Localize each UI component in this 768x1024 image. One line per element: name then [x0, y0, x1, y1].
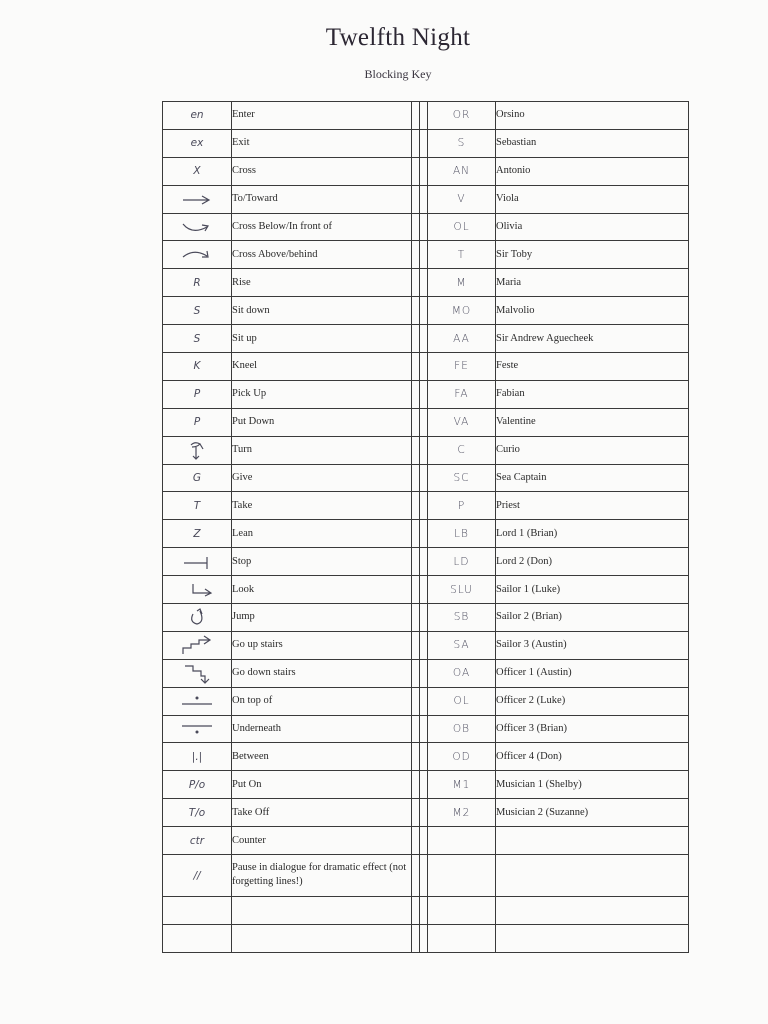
stop-icon: [163, 554, 231, 570]
symbol-meaning: On top of: [232, 687, 412, 715]
symbol-meaning: Lean: [232, 520, 412, 548]
divider-cell: [420, 855, 428, 897]
character-name: [496, 925, 689, 953]
symbol-meaning: Enter: [232, 102, 412, 130]
blocking-symbol: [163, 408, 232, 436]
symbol-meaning: Look: [232, 576, 412, 604]
page-title: Twelfth Night: [325, 24, 471, 51]
symbol-meaning: Stop: [232, 548, 412, 576]
blocking-symbol: [163, 715, 232, 743]
look-arrow-icon: [163, 582, 231, 598]
symbol-glyph: P: [193, 388, 201, 401]
symbol-meaning: Give: [232, 464, 412, 492]
divider-cell: [420, 492, 428, 520]
divider-cell: [420, 408, 428, 436]
key-row: [163, 576, 689, 604]
symbol-glyph: K: [193, 360, 201, 373]
blank-row: [163, 897, 689, 925]
symbol-meaning: Pick Up: [232, 380, 412, 408]
character-code: SB: [428, 604, 496, 632]
symbol-meaning: Between: [232, 743, 412, 771]
key-row: [163, 631, 689, 659]
key-row: [163, 157, 689, 185]
symbol-glyph: R: [193, 276, 201, 289]
character-name: Sir Andrew Aguecheek: [496, 325, 689, 353]
character-code: [428, 897, 496, 925]
character-code: LB: [428, 520, 496, 548]
character-code: C: [428, 436, 496, 464]
blocking-symbol: [163, 576, 232, 604]
symbol-glyph: S: [193, 332, 201, 345]
symbol-glyph: //: [193, 869, 201, 882]
character-name: Lord 2 (Don): [496, 548, 689, 576]
symbol-meaning: Underneath: [232, 715, 412, 743]
divider-cell: [412, 827, 420, 855]
divider-cell: [412, 492, 420, 520]
key-row: [163, 464, 689, 492]
character-name: [496, 855, 689, 897]
key-row: [163, 548, 689, 576]
character-code: [428, 925, 496, 953]
symbol-glyph: P: [193, 416, 201, 429]
symbol-glyph: en: [190, 109, 204, 122]
character-name: Lord 1 (Brian): [496, 520, 689, 548]
divider-cell: [420, 687, 428, 715]
character-name: Officer 3 (Brian): [496, 715, 689, 743]
divider-cell: [420, 464, 428, 492]
divider-cell: [412, 213, 420, 241]
blocking-symbol: [163, 548, 232, 576]
divider-cell: [420, 380, 428, 408]
character-name: Malvolio: [496, 297, 689, 325]
character-name: [496, 897, 689, 925]
key-row: [163, 827, 689, 855]
divider-cell: [420, 799, 428, 827]
divider-cell: [420, 353, 428, 381]
key-row: [163, 687, 689, 715]
character-name: Officer 4 (Don): [496, 743, 689, 771]
character-code: LD: [428, 548, 496, 576]
empty-cell: [163, 897, 232, 925]
divider-cell: [412, 380, 420, 408]
character-name: [496, 827, 689, 855]
character-code: OD: [428, 743, 496, 771]
divider-cell: [420, 241, 428, 269]
symbol-meaning: Counter: [232, 827, 412, 855]
blocking-symbol: [163, 520, 232, 548]
blocking-symbol: [163, 185, 232, 213]
divider-cell: [420, 715, 428, 743]
arrow-toward-icon: [163, 192, 231, 206]
key-row: [163, 380, 689, 408]
character-code: P: [428, 492, 496, 520]
divider-cell: [420, 576, 428, 604]
character-name: Sebastian: [496, 129, 689, 157]
divider-cell: [412, 520, 420, 548]
symbol-glyph: G: [192, 472, 202, 485]
divider-cell: [412, 129, 420, 157]
divider-cell: [420, 548, 428, 576]
symbol-meaning: Go down stairs: [232, 659, 412, 687]
blocking-symbol: [163, 631, 232, 659]
symbol-glyph: T: [193, 499, 201, 512]
character-name: Maria: [496, 269, 689, 297]
character-code: V: [428, 185, 496, 213]
character-name: Sailor 3 (Austin): [496, 631, 689, 659]
divider-cell: [412, 743, 420, 771]
page-subtitle: Blocking Key: [364, 67, 432, 81]
character-name: Officer 2 (Luke): [496, 687, 689, 715]
character-name: Priest: [496, 492, 689, 520]
divider-cell: [412, 715, 420, 743]
empty-cell: [232, 925, 412, 953]
divider-cell: [412, 241, 420, 269]
divider-cell: [420, 157, 428, 185]
blocking-symbol: [163, 325, 232, 353]
key-row: [163, 213, 689, 241]
symbol-meaning: Go up stairs: [232, 631, 412, 659]
character-code: [428, 827, 496, 855]
symbol-meaning: Turn: [232, 436, 412, 464]
divider-cell: [412, 897, 420, 925]
character-code: OB: [428, 715, 496, 743]
on-top-icon: [163, 693, 231, 709]
symbol-meaning: To/Toward: [232, 185, 412, 213]
divider-cell: [412, 102, 420, 130]
key-row: [163, 102, 689, 130]
divider-cell: [420, 129, 428, 157]
symbol-glyph: Z: [193, 527, 201, 540]
empty-cell: [232, 897, 412, 925]
divider-cell: [412, 185, 420, 213]
curve-below-arrow-icon: [163, 219, 231, 235]
character-code: SLU: [428, 576, 496, 604]
character-code: FA: [428, 380, 496, 408]
divider-cell: [412, 631, 420, 659]
divider-cell: [412, 548, 420, 576]
divider-cell: [420, 185, 428, 213]
divider-cell: [420, 827, 428, 855]
symbol-meaning: Sit up: [232, 325, 412, 353]
stairs-up-icon: [163, 634, 231, 656]
character-name: Sailor 2 (Brian): [496, 604, 689, 632]
blocking-symbol: [163, 269, 232, 297]
divider-cell: [420, 436, 428, 464]
character-name: Olivia: [496, 213, 689, 241]
character-code: OR: [428, 102, 496, 130]
blocking-key-table: [162, 101, 689, 953]
character-code: VA: [428, 408, 496, 436]
symbol-glyph: T/o: [188, 806, 206, 819]
character-name: Viola: [496, 185, 689, 213]
divider-cell: [412, 436, 420, 464]
character-code: S: [428, 129, 496, 157]
blocking-symbol: [163, 687, 232, 715]
blocking-symbol: [163, 436, 232, 464]
divider-cell: [420, 520, 428, 548]
blocking-symbol: [163, 659, 232, 687]
blank-row: [163, 925, 689, 953]
divider-cell: [420, 213, 428, 241]
divider-cell: [420, 297, 428, 325]
underneath-icon: [163, 721, 231, 737]
key-row: [163, 325, 689, 353]
character-name: Antonio: [496, 157, 689, 185]
symbol-meaning: Take Off: [232, 799, 412, 827]
character-name: Musician 2 (Suzanne): [496, 799, 689, 827]
divider-cell: [412, 353, 420, 381]
symbol-glyph: ctr: [189, 834, 205, 847]
key-row: [163, 659, 689, 687]
divider-cell: [412, 408, 420, 436]
character-code: OL: [428, 687, 496, 715]
jump-icon: [163, 606, 231, 628]
blocking-symbol: [163, 604, 232, 632]
blocking-symbol: [163, 102, 232, 130]
character-name: Curio: [496, 436, 689, 464]
character-name: Fabian: [496, 380, 689, 408]
divider-cell: [420, 659, 428, 687]
character-code: AN: [428, 157, 496, 185]
key-row: [163, 185, 689, 213]
character-code: OL: [428, 213, 496, 241]
blocking-symbol: [163, 799, 232, 827]
symbol-meaning: Exit: [232, 129, 412, 157]
character-name: Sailor 1 (Luke): [496, 576, 689, 604]
divider-cell: [412, 269, 420, 297]
blocking-symbol: [163, 827, 232, 855]
divider-cell: [412, 855, 420, 897]
key-row: [163, 269, 689, 297]
divider-cell: [412, 576, 420, 604]
symbol-glyph: |.|: [191, 750, 203, 763]
symbol-meaning: Cross Above/behind: [232, 241, 412, 269]
divider-cell: [420, 102, 428, 130]
divider-cell: [412, 799, 420, 827]
blocking-symbol: [163, 464, 232, 492]
divider-cell: [412, 659, 420, 687]
key-row: [163, 129, 689, 157]
divider-cell: [420, 631, 428, 659]
divider-cell: [412, 297, 420, 325]
character-name: Officer 1 (Austin): [496, 659, 689, 687]
blocking-symbol: [163, 129, 232, 157]
symbol-meaning: Put Down: [232, 408, 412, 436]
symbol-glyph: P/o: [188, 778, 206, 791]
key-row: [163, 715, 689, 743]
blocking-symbol: [163, 241, 232, 269]
blocking-symbol: [163, 380, 232, 408]
symbol-glyph: S: [193, 304, 201, 317]
character-code: M1: [428, 771, 496, 799]
divider-cell: [420, 604, 428, 632]
symbol-meaning: Put On: [232, 771, 412, 799]
character-code: M2: [428, 799, 496, 827]
key-row: [163, 408, 689, 436]
blocking-symbol: [163, 297, 232, 325]
character-code: OA: [428, 659, 496, 687]
symbol-meaning: Cross Below/In front of: [232, 213, 412, 241]
divider-cell: [420, 897, 428, 925]
character-name: Feste: [496, 353, 689, 381]
symbol-meaning: Jump: [232, 604, 412, 632]
character-code: SC: [428, 464, 496, 492]
symbol-meaning: Pause in dialogue for dramatic effect (not forgetting lines!): [232, 855, 412, 897]
character-name: Orsino: [496, 102, 689, 130]
symbol-meaning: Take: [232, 492, 412, 520]
blocking-symbol: [163, 157, 232, 185]
stairs-down-icon: [163, 662, 231, 684]
character-name: Valentine: [496, 408, 689, 436]
divider-cell: [420, 925, 428, 953]
blocking-symbol: [163, 492, 232, 520]
character-name: Sir Toby: [496, 241, 689, 269]
key-row: [163, 520, 689, 548]
key-row: [163, 604, 689, 632]
key-row: [163, 771, 689, 799]
symbol-meaning: Cross: [232, 157, 412, 185]
key-row: [163, 436, 689, 464]
blocking-symbol: [163, 353, 232, 381]
symbol-glyph: ex: [190, 137, 204, 150]
character-code: T: [428, 241, 496, 269]
blocking-symbol: [163, 743, 232, 771]
divider-cell: [412, 464, 420, 492]
character-code: M: [428, 269, 496, 297]
key-row: [163, 241, 689, 269]
blocking-symbol: [163, 855, 232, 897]
blocking-symbol: [163, 213, 232, 241]
curve-above-arrow-icon: [163, 247, 231, 263]
key-row: [163, 492, 689, 520]
character-code: FE: [428, 353, 496, 381]
symbol-glyph: X: [193, 165, 201, 178]
divider-cell: [420, 325, 428, 353]
divider-cell: [412, 687, 420, 715]
divider-cell: [420, 771, 428, 799]
turn-icon: [163, 439, 231, 461]
empty-cell: [163, 925, 232, 953]
symbol-meaning: Rise: [232, 269, 412, 297]
divider-cell: [412, 604, 420, 632]
character-name: Musician 1 (Shelby): [496, 771, 689, 799]
key-row: [163, 297, 689, 325]
character-code: AA: [428, 325, 496, 353]
divider-cell: [420, 743, 428, 771]
divider-cell: [412, 771, 420, 799]
character-code: SA: [428, 631, 496, 659]
divider-cell: [412, 157, 420, 185]
divider-cell: [420, 269, 428, 297]
character-code: [428, 855, 496, 897]
symbol-meaning: Kneel: [232, 353, 412, 381]
blocking-symbol: [163, 771, 232, 799]
key-row: [163, 855, 689, 897]
symbol-meaning: Sit down: [232, 297, 412, 325]
divider-cell: [412, 925, 420, 953]
divider-cell: [412, 325, 420, 353]
key-row: [163, 799, 689, 827]
key-row: [163, 353, 689, 381]
key-row: [163, 743, 689, 771]
character-name: Sea Captain: [496, 464, 689, 492]
character-code: MO: [428, 297, 496, 325]
